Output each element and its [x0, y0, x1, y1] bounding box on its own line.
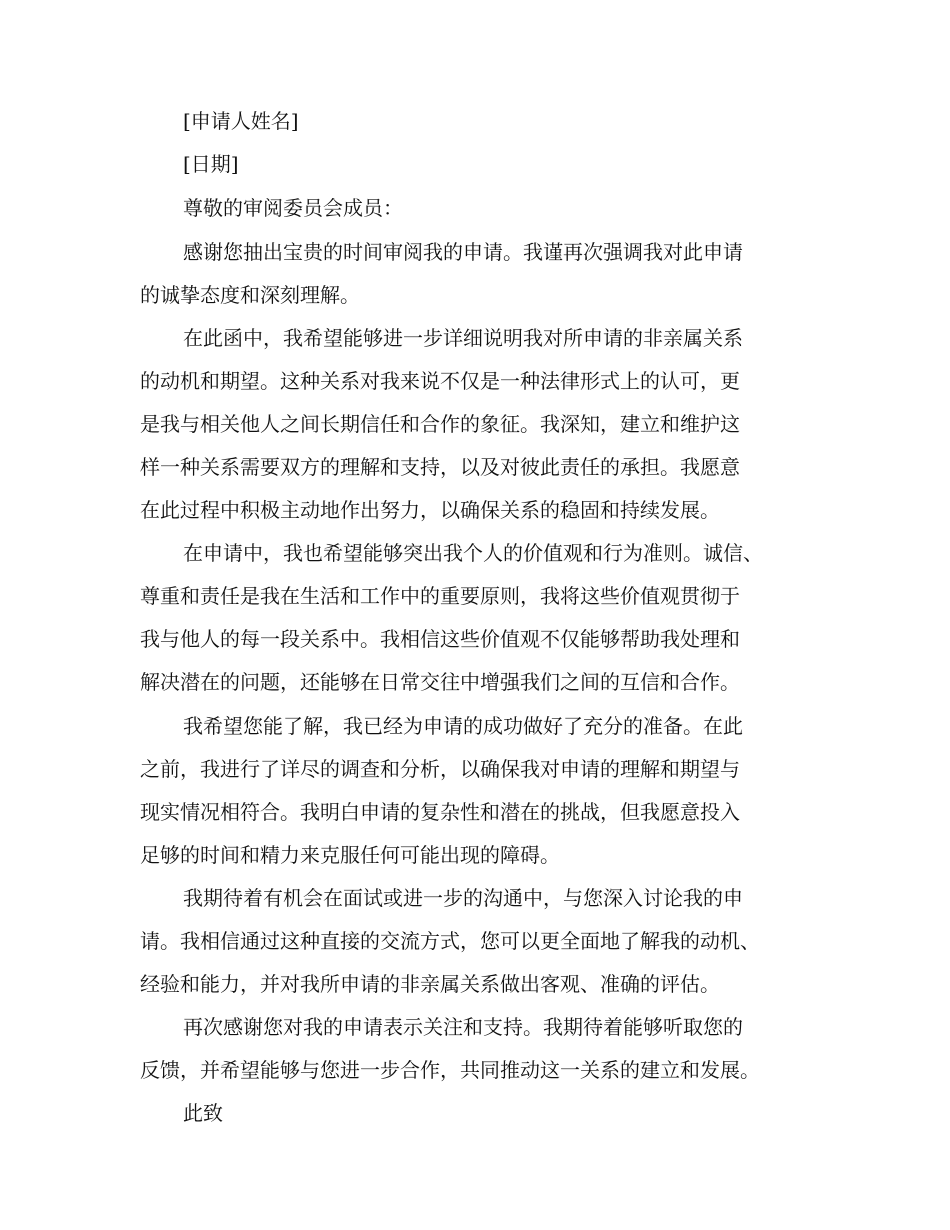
- paragraph-line: 是我与相关他人之间长期信任和合作的象征。我深知，建立和维护这: [140, 412, 740, 436]
- applicant-name-placeholder: [申请人姓名]: [183, 109, 299, 133]
- paragraph-line: 请。我相信通过这种直接的交流方式，您可以更全面地了解我的动机、: [140, 929, 760, 953]
- paragraph-line: 感谢您抽出宝贵的时间审阅我的申请。我谨再次强调我对此申请: [183, 240, 743, 264]
- paragraph-line: 在此过程中积极主动地作出努力，以确保关系的稳固和持续发展。: [140, 498, 720, 522]
- closing-phrase: 此致: [183, 1101, 223, 1125]
- paragraph-line: 在申请中，我也希望能够突出我个人的价值观和行为准则。诚信、: [183, 541, 763, 565]
- paragraph-line: 在此函中，我希望能够进一步详细说明我对所申请的非亲属关系: [183, 326, 743, 350]
- paragraph-line: 经验和能力，并对我所申请的非亲属关系做出客观、准确的评估。: [140, 972, 720, 996]
- paragraph-line: 的诚挚态度和深刻理解。: [140, 283, 360, 307]
- paragraph-line: 尊重和责任是我在生活和工作中的重要原则，我将这些价值观贯彻于: [140, 584, 740, 608]
- paragraph-line: 我期待着有机会在面试或进一步的沟通中，与您深入讨论我的申: [183, 886, 743, 910]
- paragraph-line: 反馈，并希望能够与您进一步合作，共同推动这一关系的建立和发展。: [140, 1058, 760, 1082]
- paragraph-line: 足够的时间和精力来克服任何可能出现的障碍。: [140, 843, 560, 867]
- paragraph-line: 之前，我进行了详尽的调查和分析，以确保我对申请的理解和期望与: [140, 757, 740, 781]
- paragraph-line: 解决潜在的问题，还能够在日常交往中增强我们之间的互信和合作。: [140, 670, 740, 694]
- paragraph-line: 的动机和期望。这种关系对我来说不仅是一种法律形式上的认可，更: [140, 369, 740, 393]
- paragraph-line: 现实情况相符合。我明白申请的复杂性和潜在的挑战，但我愿意投入: [140, 800, 740, 824]
- paragraph-line: 样一种关系需要双方的理解和支持，以及对彼此责任的承担。我愿意: [140, 455, 740, 479]
- paragraph-line: 我与他人的每一段关系中。我相信这些价值观不仅能够帮助我处理和: [140, 627, 740, 651]
- paragraph-line: 我希望您能了解，我已经为申请的成功做好了充分的准备。在此: [183, 714, 743, 738]
- paragraph-line: 再次感谢您对我的申请表示关注和支持。我期待着能够听取您的: [183, 1015, 743, 1039]
- date-placeholder: [日期]: [183, 152, 239, 176]
- salutation: 尊敬的审阅委员会成员：: [183, 196, 403, 220]
